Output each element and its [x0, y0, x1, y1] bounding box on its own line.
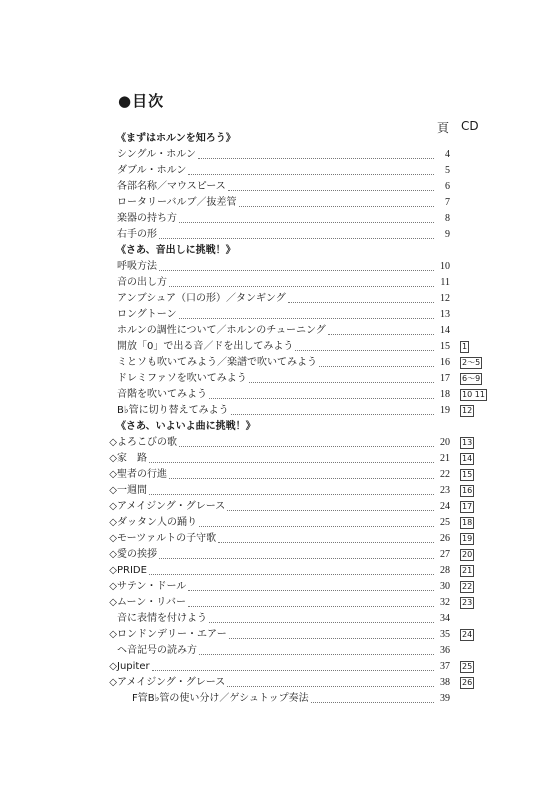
toc-entry [0, 627, 520, 643]
toc-entry-title: Jupiter [117, 661, 150, 672]
toc-entry [0, 547, 520, 563]
toc-entry [0, 307, 520, 323]
toc-entry [0, 563, 520, 579]
toc-entry-title: サテン・ドール [117, 581, 187, 592]
dot-leader [188, 590, 434, 591]
toc-entry [0, 483, 520, 499]
cd-track [450, 339, 520, 355]
toc-entry [0, 595, 520, 611]
dot-leader [149, 462, 434, 463]
diamond-bullet-icon: ◇ [109, 453, 117, 464]
toc-entry [0, 323, 520, 339]
toc-entry-title: ミとソも吹いてみよう／楽譜で吹いてみよう [117, 357, 317, 368]
toc-entry-title: ヘ音記号の読み方 [117, 645, 197, 656]
page-title: ●目次 [118, 92, 165, 110]
toc-page-number: 6 [445, 181, 450, 192]
diamond-bullet-icon: ◇ [109, 437, 117, 448]
toc-page-number: 22 [440, 469, 450, 480]
toc-entry [0, 691, 520, 707]
toc-page-number: 16 [440, 357, 450, 368]
dot-leader [198, 158, 434, 159]
toc-page-number: 14 [440, 325, 450, 336]
dot-leader [228, 190, 434, 191]
toc-page-number: 13 [440, 309, 450, 320]
toc-section-heading: 《まずはホルンを知ろう》 [116, 133, 236, 144]
cd-track [450, 675, 520, 691]
cd-track [450, 547, 520, 563]
toc-entry-title: PRIDE [117, 565, 147, 576]
toc-page-number: 21 [440, 453, 450, 464]
dot-leader [229, 638, 434, 639]
diamond-bullet-icon: ◇ [109, 565, 117, 576]
toc-entry-title: 音階を吹いてみよう [117, 389, 207, 400]
toc-entry-title: 開放「0」で出る音／ドを出してみよう [117, 341, 294, 352]
toc-entry [0, 435, 520, 451]
toc-entry [0, 403, 520, 419]
toc-entry [0, 451, 520, 467]
cd-track [450, 355, 520, 371]
toc-entry-title: アメイジング・グレース [117, 677, 226, 688]
cd-track-badge: 19 [462, 534, 473, 543]
cd-track [450, 467, 520, 483]
dot-leader [169, 286, 434, 287]
cd-track-badge: 22 [462, 582, 473, 591]
toc-entry-title: 家 路 [117, 453, 147, 464]
dot-leader [149, 494, 434, 495]
toc-page-number: 15 [440, 341, 450, 352]
toc-page-number: 30 [440, 581, 450, 592]
cd-track-badge: 2～5 [462, 358, 481, 367]
toc-entry [0, 467, 520, 483]
table-of-contents [0, 131, 560, 707]
toc-entry [0, 387, 520, 403]
toc-page-number: 19 [440, 405, 450, 416]
toc-entry-title: ドレミファソを吹いてみよう [117, 373, 247, 384]
cd-track-badge: 15 [462, 470, 473, 479]
toc-page-number: 5 [445, 165, 450, 176]
cd-track-badge: 18 [462, 518, 473, 527]
toc-page-number: 20 [440, 437, 450, 448]
diamond-bullet-icon: ◇ [109, 597, 117, 608]
dot-leader [199, 526, 434, 527]
cd-track-badge: 26 [462, 678, 473, 687]
toc-entry-title: よろこびの歌 [117, 437, 177, 448]
toc-entry [0, 195, 520, 211]
diamond-bullet-icon: ◇ [109, 485, 117, 496]
diamond-bullet-icon: ◇ [109, 581, 117, 592]
toc-entry-title: 一週間 [117, 485, 147, 496]
toc-entry [0, 371, 520, 387]
cd-track [450, 595, 520, 611]
toc-entry [0, 275, 520, 291]
cd-track [450, 451, 520, 467]
toc-entry-title: モーツァルトの子守歌 [117, 533, 217, 544]
cd-track [450, 387, 520, 403]
toc-entry [0, 531, 520, 547]
toc-entry-title: B♭管に切り替えてみよう [117, 405, 229, 416]
dot-leader [149, 574, 434, 575]
dot-leader [231, 414, 434, 415]
toc-page-number: 28 [440, 565, 450, 576]
toc-entry-title: 右手の形 [117, 229, 157, 240]
toc-entry [0, 291, 520, 307]
dot-leader [209, 622, 434, 623]
dot-leader [239, 206, 435, 207]
toc-page-number: 17 [440, 373, 450, 384]
cd-track [450, 515, 520, 531]
toc-page-number: 12 [440, 293, 450, 304]
diamond-bullet-icon: ◇ [109, 549, 117, 560]
toc-page-number: 23 [440, 485, 450, 496]
diamond-bullet-icon: ◇ [109, 501, 117, 512]
dot-leader [311, 702, 434, 703]
dot-leader [188, 174, 434, 175]
toc-page-number: 7 [445, 197, 450, 208]
toc-entry [0, 611, 520, 627]
toc-entry [0, 579, 520, 595]
dot-leader [152, 670, 434, 671]
toc-entry-title: ロータリーバルブ／抜差管 [117, 197, 237, 208]
toc-entry [0, 675, 520, 691]
dot-leader [179, 222, 434, 223]
toc-entry [0, 179, 520, 195]
dot-leader [169, 478, 434, 479]
toc-page-number: 35 [440, 629, 450, 640]
diamond-bullet-icon: ◇ [109, 469, 117, 480]
cd-track-badge: 23 [462, 598, 473, 607]
cd-track-badge: 16 [462, 486, 473, 495]
cd-track [450, 659, 520, 675]
toc-page-number: 10 [440, 261, 450, 272]
dot-leader [218, 542, 434, 543]
cd-track [450, 483, 520, 499]
toc-page-number: 32 [440, 597, 450, 608]
cd-track [450, 627, 520, 643]
diamond-bullet-icon: ◇ [109, 533, 117, 544]
dot-leader [295, 350, 434, 351]
toc-entry [0, 339, 520, 355]
toc-page-number: 36 [440, 645, 450, 656]
cd-track [450, 403, 520, 419]
cd-track-badge: 21 [462, 566, 473, 575]
cd-track [450, 563, 520, 579]
toc-entry [0, 227, 520, 243]
cd-track-badge: 6～9 [462, 374, 481, 383]
toc-entry [0, 259, 520, 275]
cd-track [450, 579, 520, 595]
cd-track [450, 435, 520, 451]
diamond-bullet-icon: ◇ [109, 517, 117, 528]
dot-leader [179, 318, 434, 319]
cd-track-badge: 20 [462, 550, 473, 559]
dot-leader [288, 302, 434, 303]
dot-leader [159, 558, 434, 559]
dot-leader [159, 238, 434, 239]
toc-entry-title: ロングトーン [117, 309, 177, 320]
toc-page-number: 24 [440, 501, 450, 512]
toc-entry [0, 515, 520, 531]
toc-entry-title: 楽器の持ち方 [117, 213, 177, 224]
toc-entry-title: 呼吸方法 [117, 261, 157, 272]
toc-entry-title: ホルンの調性について／ホルンのチューニング [117, 325, 326, 336]
cd-track-badge: 17 [462, 502, 473, 511]
dot-leader [328, 334, 434, 335]
toc-page-number: 25 [440, 517, 450, 528]
toc-entry [0, 147, 520, 163]
diamond-bullet-icon: ◇ [109, 629, 117, 640]
toc-entry-title: ダブル・ホルン [117, 165, 187, 176]
cd-track-badge: 10 11 [462, 390, 485, 399]
toc-entry-title: ムーン・リバー [117, 597, 186, 608]
cd-track-badge: 25 [462, 662, 473, 671]
toc-entry-title: 愛の挨拶 [117, 549, 157, 560]
toc-entry-title: シングル・ホルン [117, 149, 196, 160]
toc-entry [0, 499, 520, 515]
cd-track-badge: 1 [462, 342, 468, 351]
toc-entry-title: 音に表情を付けよう [117, 613, 207, 624]
diamond-bullet-icon: ◇ [109, 677, 117, 688]
cd-track-badge: 14 [462, 454, 473, 463]
toc-page-number: 18 [440, 389, 450, 400]
dot-leader [227, 510, 434, 511]
dot-leader [227, 686, 434, 687]
dot-leader [249, 382, 434, 383]
toc-entry [0, 659, 520, 675]
page-column-header: 頁 [437, 121, 450, 135]
cd-track-badge: 13 [462, 438, 473, 447]
cd-track [450, 531, 520, 547]
dot-leader [159, 270, 434, 271]
toc-entry-title: 聖者の行進 [117, 469, 167, 480]
toc-section-heading: 《さあ、いよいよ曲に挑戦！》 [116, 421, 256, 432]
toc-entry-title: 各部名称／マウスピース [117, 181, 226, 192]
toc-page-number: 11 [440, 277, 450, 288]
cd-column-header: CD [461, 119, 479, 133]
cd-track [450, 499, 520, 515]
cd-track-badge: 24 [462, 630, 473, 639]
toc-entry [0, 211, 520, 227]
toc-entry-title: アンブシュア（口の形）／タンギング [117, 293, 286, 304]
toc-page-number: 38 [440, 677, 450, 688]
toc-page-number: 9 [445, 229, 450, 240]
toc-entry [0, 163, 520, 179]
toc-page-number: 4 [445, 149, 450, 160]
dot-leader [199, 654, 434, 655]
toc-entry-title: 音の出し方 [117, 277, 167, 288]
diamond-bullet-icon: ◇ [109, 661, 117, 672]
dot-leader [319, 366, 434, 367]
toc-page-number: 34 [440, 613, 450, 624]
cd-track-badge: 12 [462, 406, 473, 415]
toc-entry-title: ロンドンデリー・エアー [117, 629, 227, 640]
toc-entry [0, 355, 520, 371]
toc-page-number: 8 [445, 213, 450, 224]
toc-entry-title: ダッタン人の踊り [117, 517, 197, 528]
dot-leader [209, 398, 434, 399]
toc-entry-title: アメイジング・グレース [117, 501, 226, 512]
dot-leader [179, 446, 434, 447]
cd-track [450, 371, 520, 387]
toc-section-heading: 《さあ、音出しに挑戦！》 [116, 245, 236, 256]
toc-entry-title: F管B♭管の使い分け／ゲシュトップ奏法 [132, 693, 309, 704]
dot-leader [188, 606, 434, 607]
toc-entry [0, 643, 520, 659]
toc-page-number: 27 [440, 549, 450, 560]
toc-page-number: 39 [440, 693, 450, 704]
toc-page-number: 37 [440, 661, 450, 672]
toc-page-number: 26 [440, 533, 450, 544]
